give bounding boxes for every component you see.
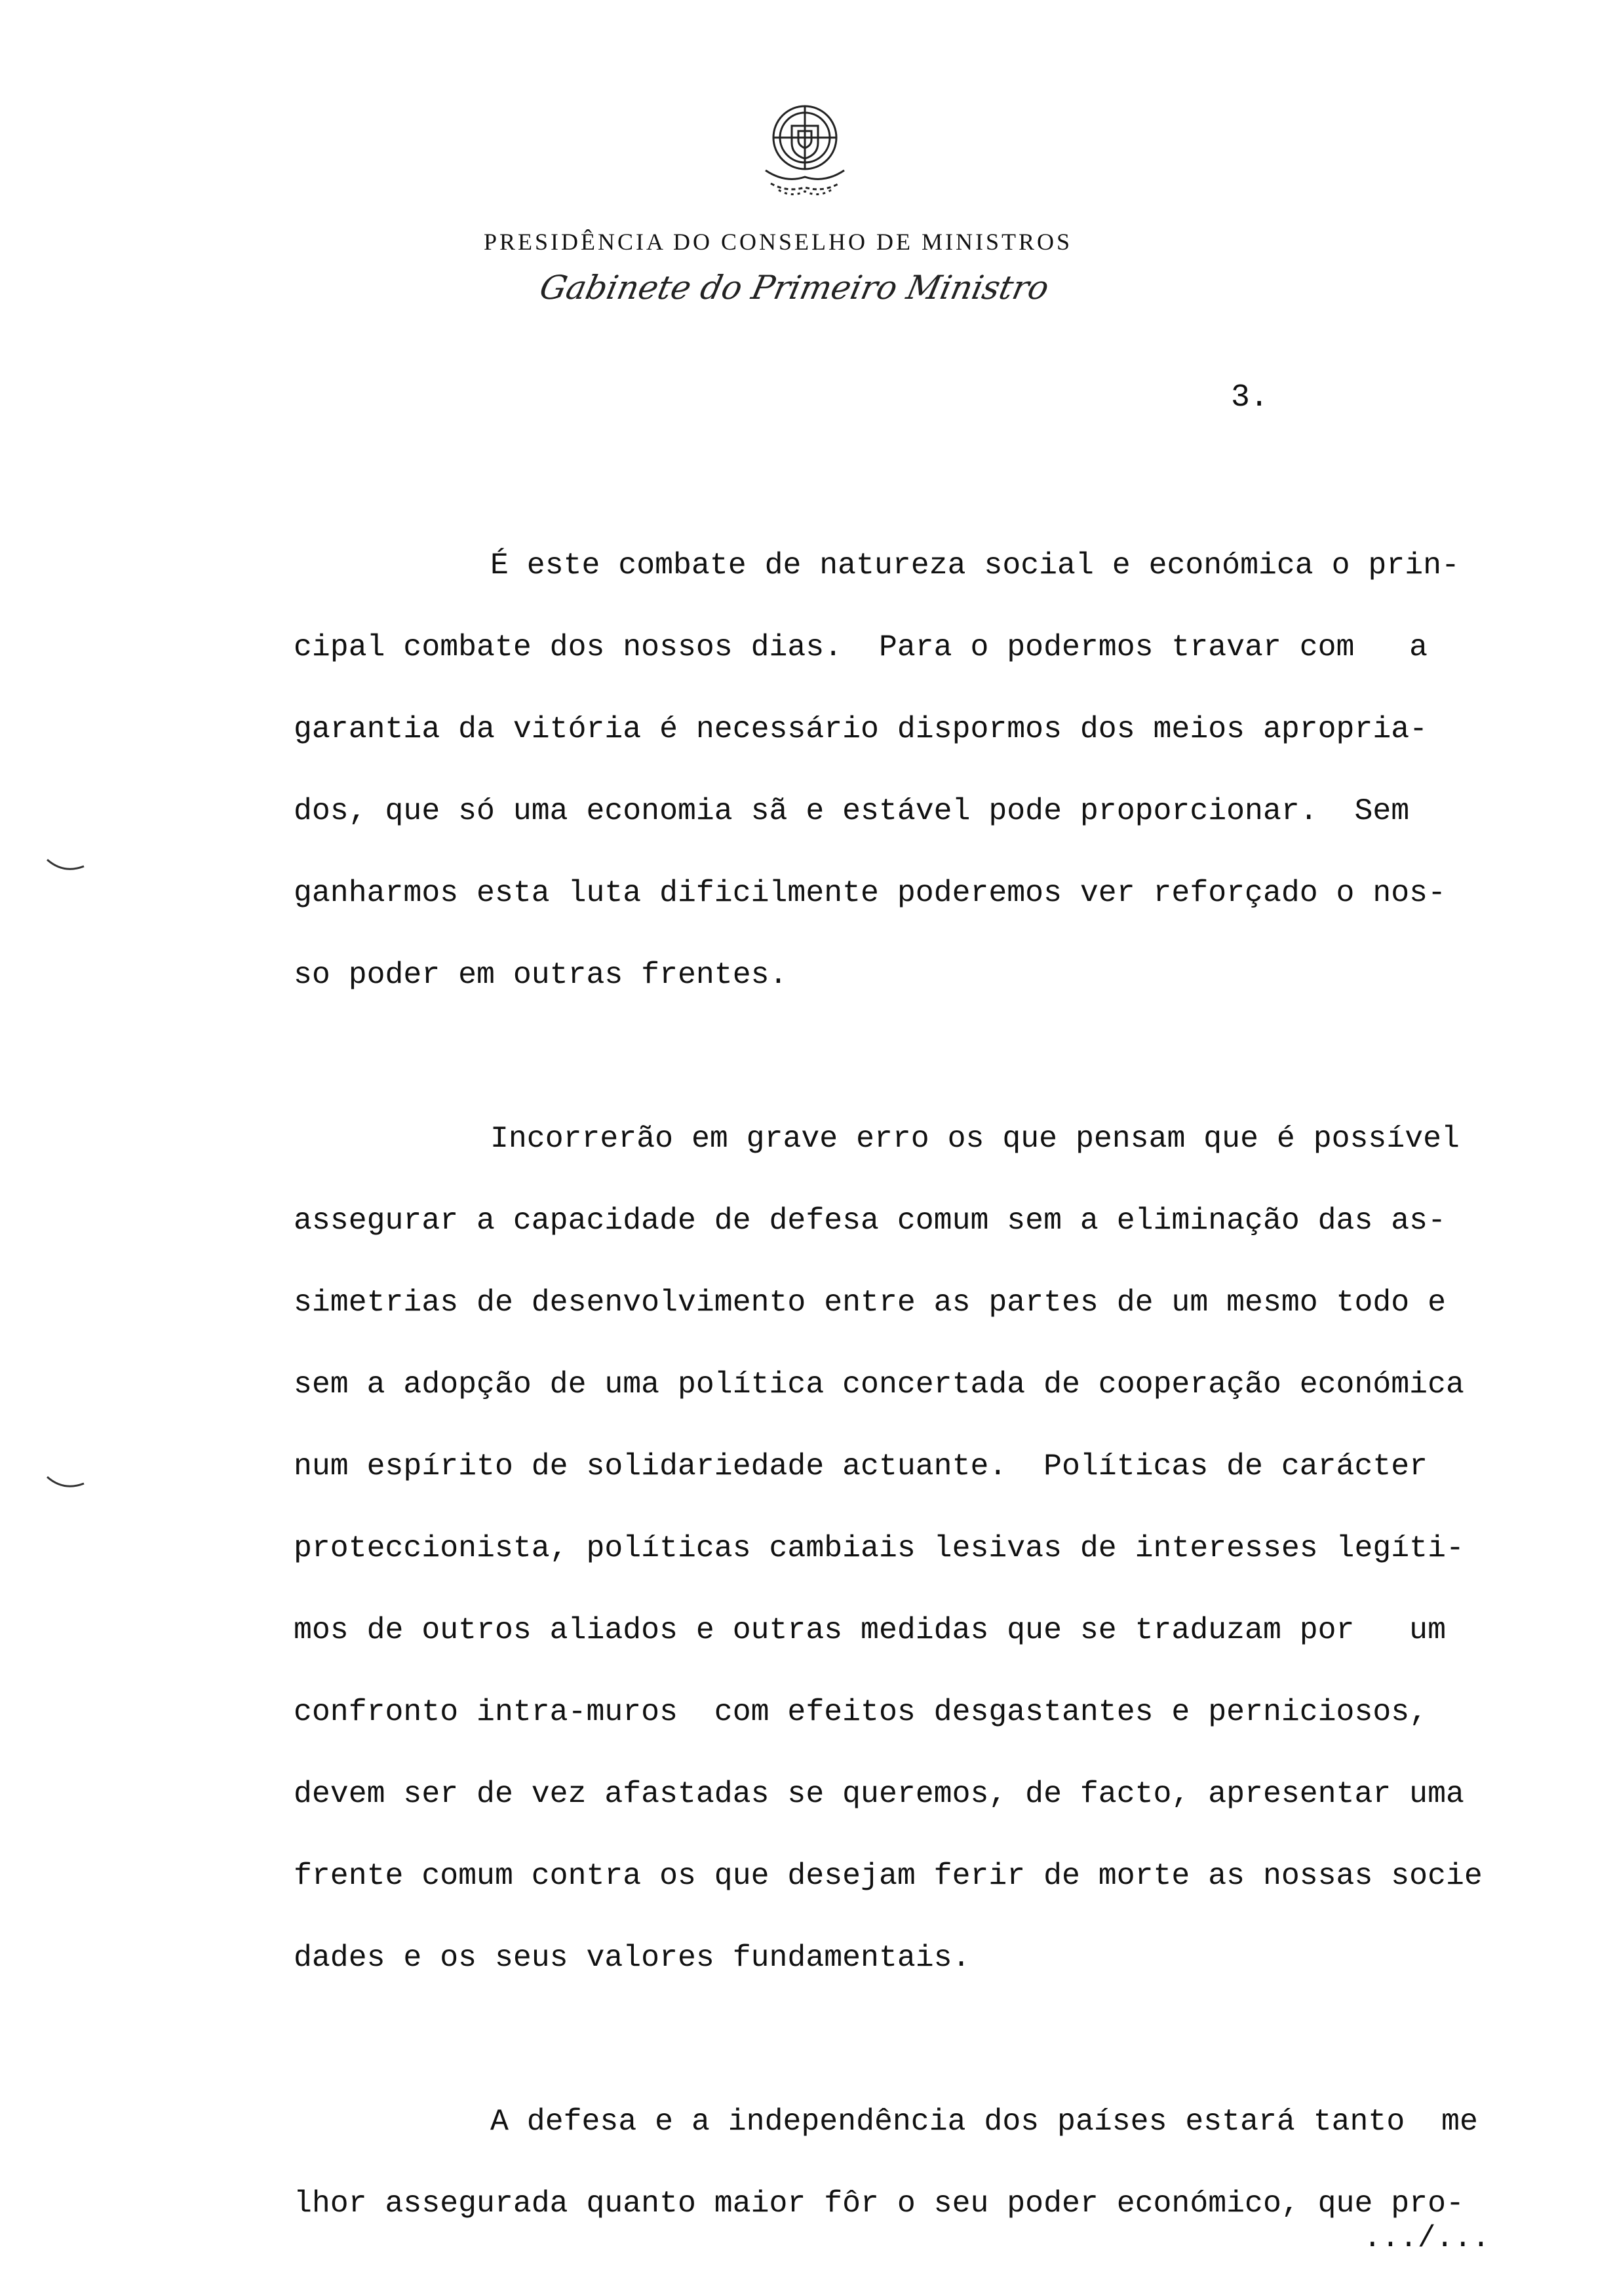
- page-number: 3.: [1231, 380, 1269, 415]
- cabinet-title: Gabinete do Primeiro Ministro: [536, 269, 1053, 307]
- paragraph-line: simetrias de desenvolvimento entre as partes de um mesmo todo e: [294, 1285, 1446, 1320]
- paragraph-line: cipal combate dos nossos dias. Para o podermos travar com a: [294, 630, 1428, 664]
- margin-mark-icon: [46, 1474, 85, 1490]
- paragraph-line: sem a adopção de uma política concertada de cooperação económica: [294, 1367, 1464, 1402]
- paragraph-line: frente comum contra os que desejam ferir de morte as nossas socie: [294, 1858, 1483, 1893]
- paragraph-line: dades e os seus valores fundamentais.: [294, 1940, 971, 1975]
- paragraph-line: so poder em outras frentes.: [294, 957, 788, 992]
- paragraph-line: proteccionista, políticas cambiais lesivas de interesses legíti-: [294, 1531, 1464, 1565]
- continuation-mark: .../...: [1363, 2221, 1490, 2255]
- paragraph-line: lhor assegurada quanto maior fôr o seu poder económico, que pro-: [294, 2186, 1464, 2221]
- paragraph-line: assegurar a capacidade de defesa comum sem a eliminação das as-: [294, 1203, 1446, 1238]
- paragraph-line: ganharmos esta luta dificilmente poderemos ver reforçado o nos-: [294, 875, 1446, 910]
- paragraph-line: mos de outros aliados e outras medidas que se traduzam por um: [294, 1613, 1446, 1647]
- paragraph-line: A defesa e a independência dos países estará tanto me: [490, 2104, 1478, 2139]
- coat-of-arms-seal-icon: [739, 92, 870, 210]
- paragraph-line: confronto intra-muros com efeitos desgastantes e perniciosos,: [294, 1694, 1428, 1729]
- paragraph-line: garantia da vitória é necessário dispormos dos meios apropria-: [294, 712, 1428, 746]
- paragraph-line: É este combate de natureza social e económica o prin-: [490, 548, 1460, 583]
- margin-mark-icon: [46, 857, 85, 873]
- body-text: [294, 524, 1578, 2244]
- paragraph-line: dos, que só uma economia sã e estável pode proporcionar. Sem: [294, 794, 1410, 828]
- paragraph-line: Incorrerão em grave erro os que pensam que é possível: [490, 1121, 1460, 1156]
- organization-title: PRESIDÊNCIA DO CONSELHO DE MINISTROS: [483, 229, 1073, 255]
- paragraph-line: devem ser de vez afastadas se queremos, de facto, apresentar uma: [294, 1776, 1464, 1811]
- paragraph-line: num espírito de solidariedade actuante. Políticas de carácter: [294, 1449, 1428, 1483]
